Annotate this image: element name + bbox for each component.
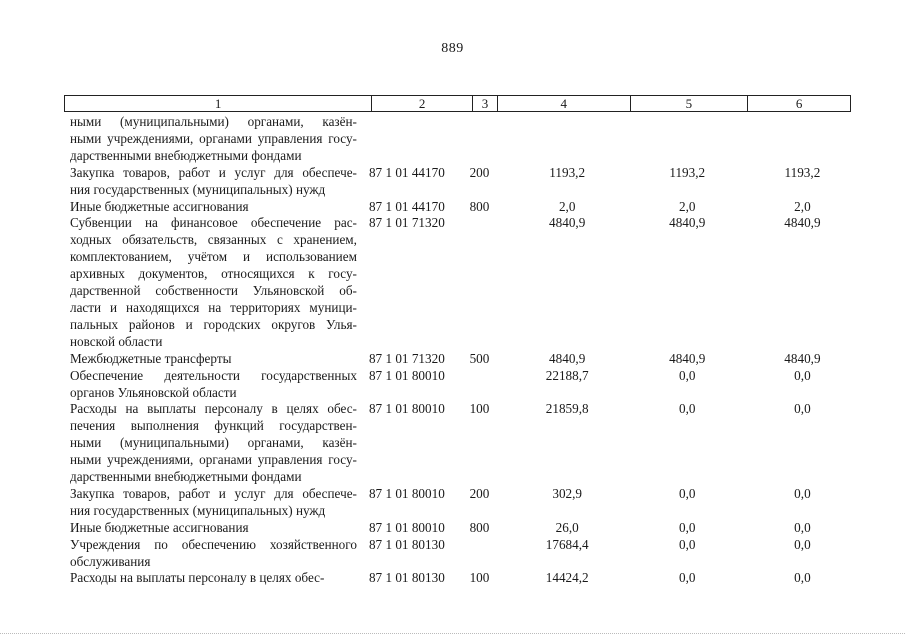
amount-col-6: 0,0 [794, 367, 811, 383]
description-line: дарственной собственности Ульяновской об- [70, 283, 357, 299]
description-line: Расходы на выплаты персоналу в целях обес- [70, 570, 325, 586]
target-article-code: 87 1 01 80010 [368, 519, 445, 535]
row-description [70, 165, 359, 199]
description-line: Расходы на выплаты персоналу в целях обес- [70, 401, 357, 417]
table-header [64, 95, 851, 112]
expense-type-code: 800 [469, 198, 490, 214]
amount-col-6: 4840,9 [784, 215, 821, 231]
amount-col-5: 4840,9 [669, 215, 706, 231]
description-line: печения выполнения функций государствен- [70, 418, 357, 434]
table-row [70, 486, 860, 520]
amount-col-5 [630, 114, 745, 165]
description-line: архивных документов, относящихся к госу- [70, 266, 357, 282]
description-line: Обеспечение деятельности государственных [70, 367, 357, 383]
row-description [70, 215, 359, 350]
target-article-code: 87 1 01 71320 [368, 350, 445, 366]
amount-col-5: 0,0 [679, 401, 696, 417]
amount-col-5: 0,0 [679, 536, 696, 552]
row-description [70, 537, 359, 571]
description-line: Иные бюджетные ассигнования [70, 519, 249, 535]
description-line: ными учреждениями, органами управления госу- [70, 452, 357, 468]
description-line: Субвенции на финансовое обеспечение рас- [70, 215, 357, 231]
amount-col-5: 0,0 [679, 485, 696, 501]
row-description [70, 199, 359, 216]
amount-col-6: 0,0 [794, 519, 811, 535]
description-line: органов Ульяновской области [70, 384, 237, 400]
expense-type-code: 200 [469, 164, 490, 180]
table-row [70, 401, 860, 486]
description-line: ния государственных (муниципальных) нужд [70, 502, 326, 518]
expense-type-code [466, 368, 505, 402]
amount-col-4: 4840,9 [549, 350, 586, 366]
expense-type-code [466, 114, 505, 165]
amount-col-5: 0,0 [679, 570, 696, 586]
table-row [70, 520, 860, 537]
description-line: Учреждения по обеспечению хозяйственного [70, 536, 357, 552]
description-line: пальных районов и городских округов Улья- [70, 316, 357, 332]
expense-type-code [466, 215, 505, 350]
amount-col-5: 4840,9 [669, 350, 706, 366]
description-line: Закупка товаров, работ и услуг для обеспече- [70, 164, 357, 180]
expense-type-code [466, 537, 505, 571]
amount-col-4: 17684,4 [545, 536, 589, 552]
header-col-2: 2 [372, 96, 473, 111]
amount-col-4: 26,0 [555, 519, 579, 535]
amount-col-4: 4840,9 [549, 215, 586, 231]
amount-col-5: 0,0 [679, 519, 696, 535]
description-line: Межбюджетные трансферты [70, 350, 232, 366]
amount-col-5: 1193,2 [669, 164, 706, 180]
table-row [70, 570, 860, 587]
header-col-4: 4 [498, 96, 631, 111]
target-article-code: 87 1 01 80010 [368, 367, 445, 383]
description-line: дарственными внебюджетными фондами [70, 147, 302, 163]
row-description [70, 401, 359, 486]
amount-col-4: 302,9 [552, 485, 583, 501]
description-line: ными учреждениями, органами управления госу- [70, 130, 357, 146]
expense-type-code: 100 [469, 570, 490, 586]
amount-col-6 [745, 114, 860, 165]
amount-col-4: 22188,7 [545, 367, 589, 383]
description-line: ласти и находящихся на территориях муници- [70, 299, 357, 315]
amount-col-6: 1193,2 [784, 164, 821, 180]
amount-col-4: 1193,2 [549, 164, 586, 180]
target-article-code: 87 1 01 80010 [368, 401, 445, 417]
expense-type-code: 100 [469, 401, 490, 417]
amount-col-5: 2,0 [679, 198, 696, 214]
description-line: комплектованием, учётом и использованием [70, 249, 357, 265]
amount-col-4 [505, 114, 630, 165]
amount-col-6: 2,0 [794, 198, 811, 214]
row-description [70, 570, 359, 587]
description-line: ными (муниципальными) органами, казён- [70, 435, 357, 451]
expense-type-code: 800 [469, 519, 490, 535]
amount-col-6: 0,0 [794, 536, 811, 552]
target-article-code: 87 1 01 80130 [368, 570, 445, 586]
description-line: обслуживания [70, 553, 151, 569]
row-description [70, 351, 359, 368]
amount-col-4: 21859,8 [545, 401, 589, 417]
header-col-1: 1 [65, 96, 372, 111]
description-line: ными (муниципальными) органами, казён- [70, 114, 357, 129]
row-description [70, 520, 359, 537]
description-line: дарственными внебюджетными фондами [70, 469, 302, 485]
amount-col-6: 0,0 [794, 401, 811, 417]
description-line: ходных обязательств, связанных с хранением, [70, 232, 357, 248]
expense-type-code: 200 [469, 485, 490, 501]
table-row [70, 199, 860, 216]
target-article-code: 87 1 01 71320 [368, 215, 445, 231]
header-col-6: 6 [795, 96, 803, 111]
budget-table-body [70, 114, 860, 587]
amount-col-6: 0,0 [794, 485, 811, 501]
target-article-code: 87 1 01 44170 [368, 198, 445, 214]
target-article-code [359, 114, 466, 165]
row-description [70, 114, 359, 165]
description-line: новской области [70, 333, 163, 349]
target-article-code: 87 1 01 80010 [368, 485, 445, 501]
page-number: 889 [441, 41, 464, 56]
table-row [70, 114, 860, 165]
amount-col-4: 2,0 [558, 198, 576, 214]
expense-type-code: 500 [469, 350, 490, 366]
table-row [70, 165, 860, 199]
description-line: ния государственных (муниципальных) нужд [70, 181, 326, 197]
description-line: Закупка товаров, работ и услуг для обеспече- [70, 485, 357, 501]
page-bottom-edge [0, 633, 905, 640]
table-row [70, 537, 860, 571]
description-line: Иные бюджетные ассигнования [70, 198, 249, 214]
amount-col-5: 0,0 [679, 367, 696, 383]
table-row [70, 215, 860, 350]
amount-col-6: 0,0 [794, 570, 811, 586]
amount-col-4: 14424,2 [545, 570, 589, 586]
amount-col-6: 4840,9 [784, 350, 821, 366]
header-col-5: 5 [631, 96, 749, 111]
header-col-3: 3 [473, 96, 498, 111]
row-description [70, 368, 359, 402]
target-article-code: 87 1 01 44170 [368, 164, 445, 180]
table-row [70, 368, 860, 402]
table-row [70, 351, 860, 368]
row-description [70, 486, 359, 520]
target-article-code: 87 1 01 80130 [368, 536, 445, 552]
